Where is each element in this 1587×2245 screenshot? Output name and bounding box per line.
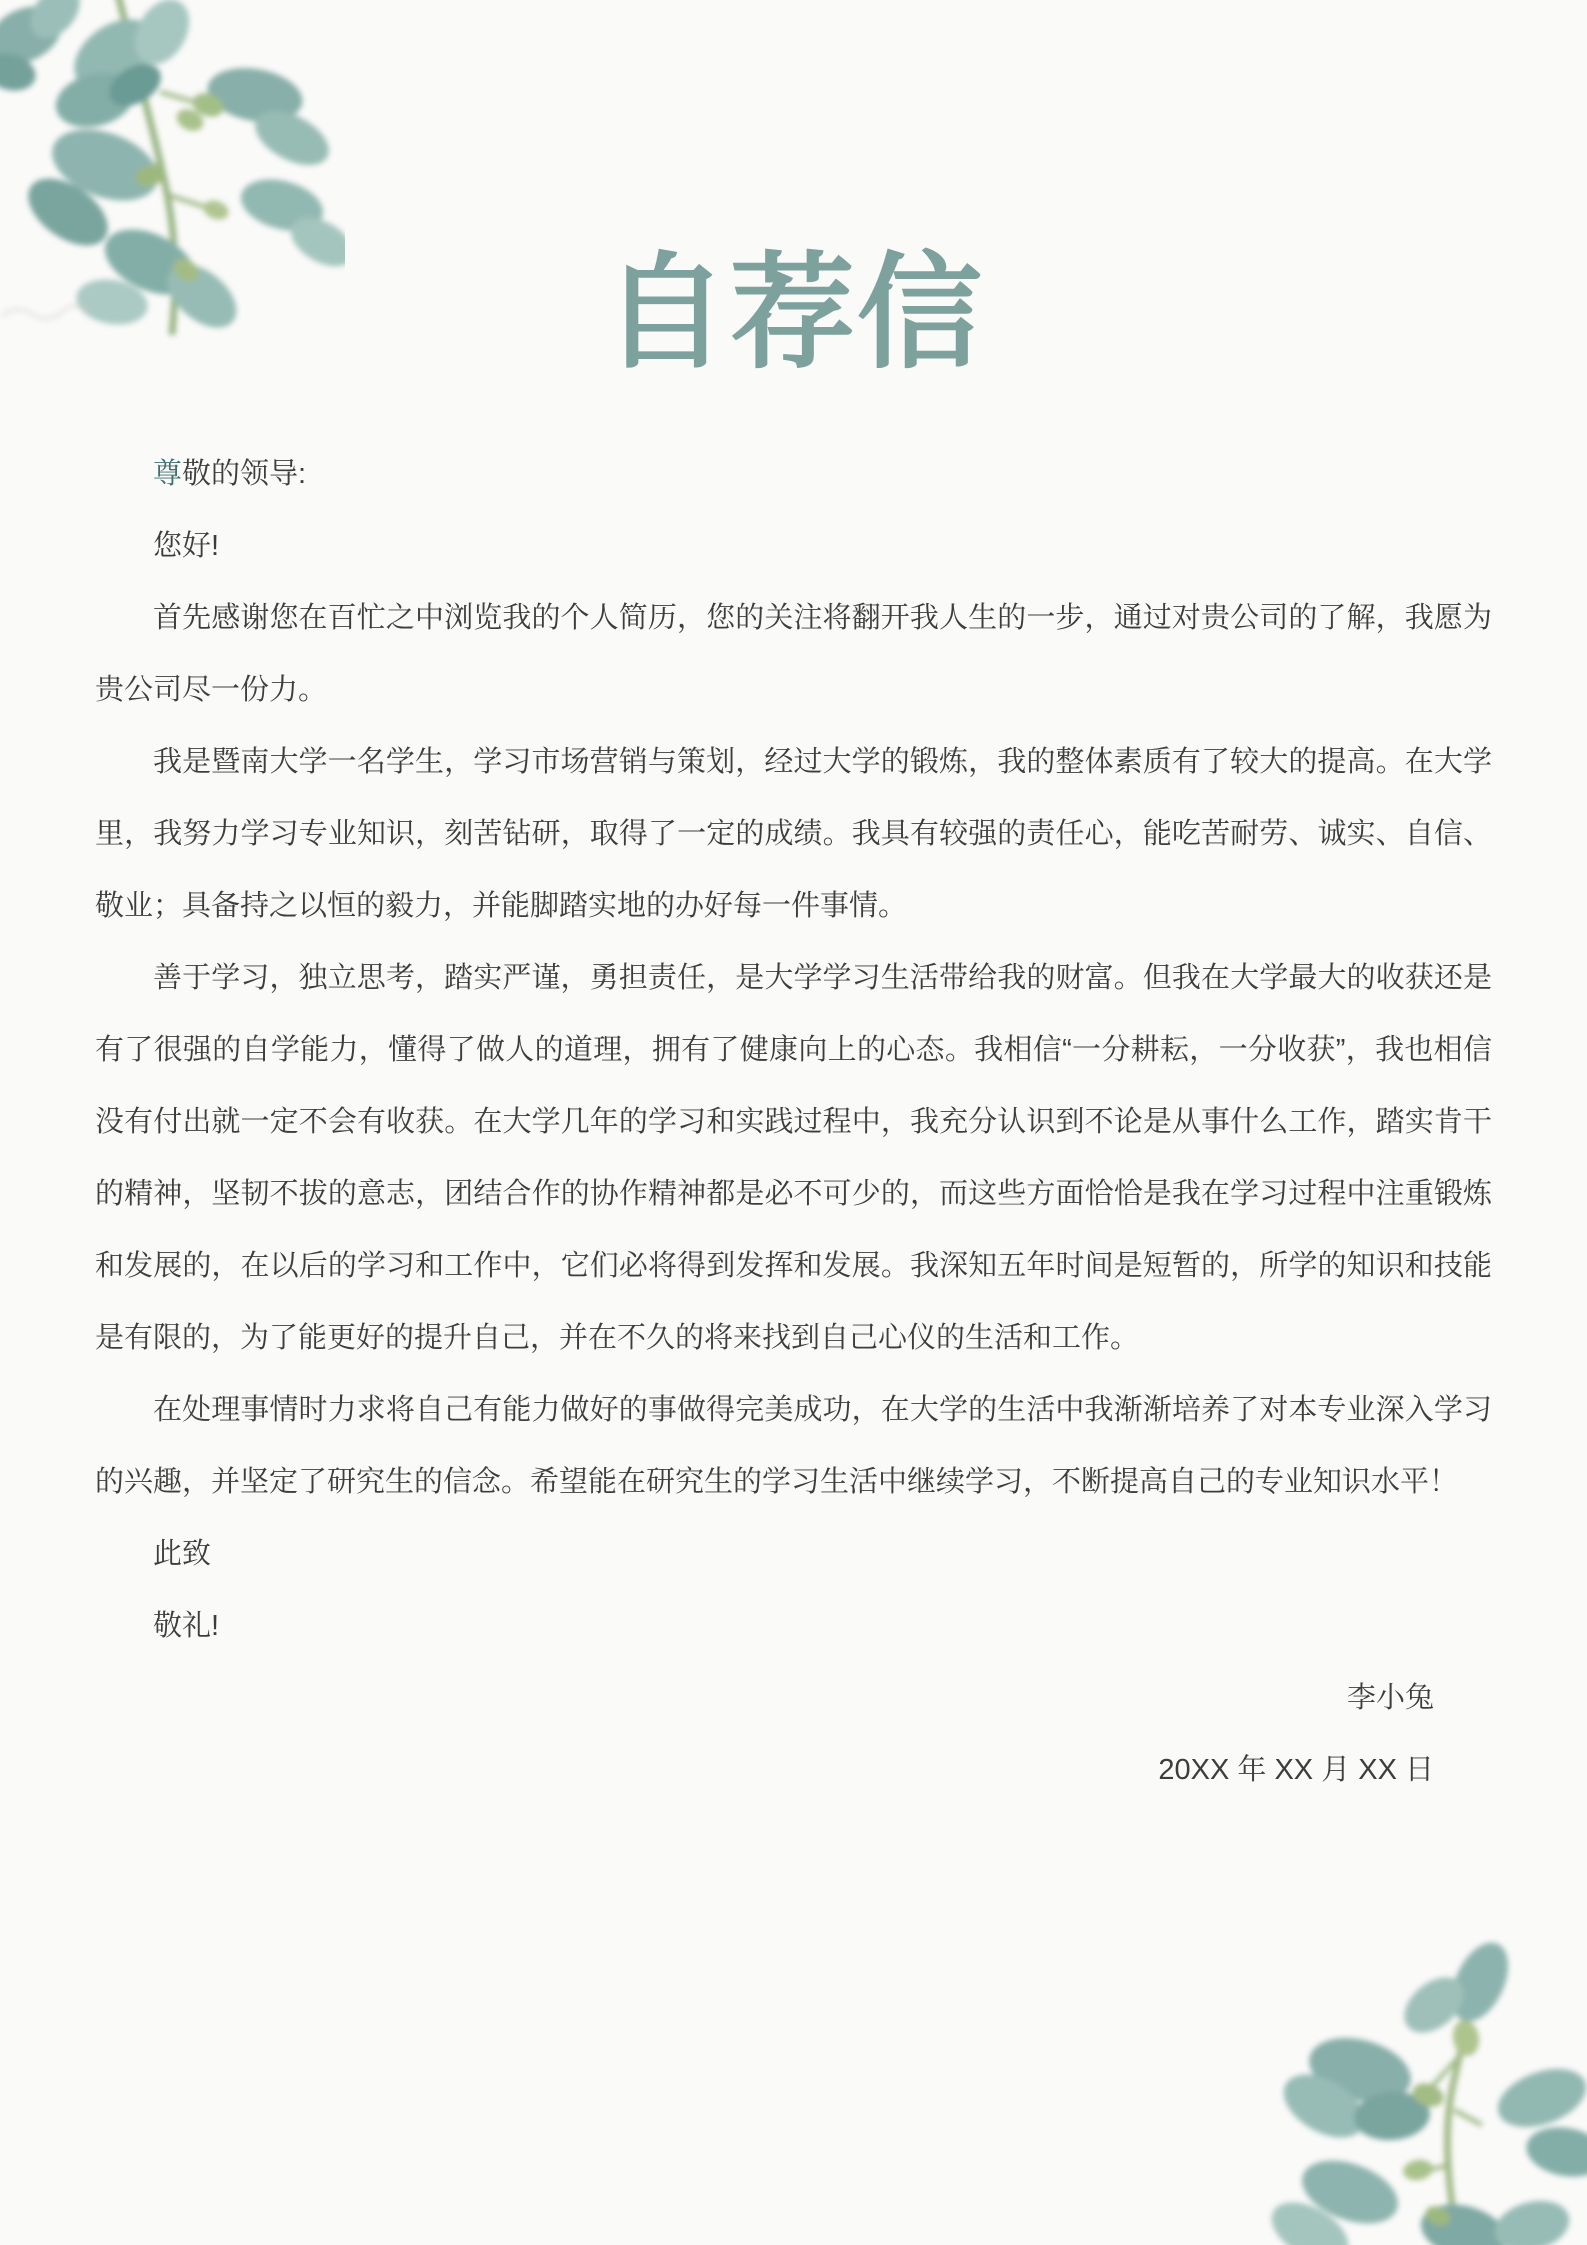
greeting-line: 您好! [153, 530, 220, 562]
signature-name: 李小兔 [1346, 1682, 1434, 1714]
letter-paragraph: 善于学习，独立思考，踏实严谨，勇担责任，是大学学习生活带给我的财富。但我在大学最大的收获还是有了很强的自学能力，懂得了做人的道理，拥有了健康向上的心态。我相信“一分耕耘，一分收获”，我也相信没有付出就一定不会有收获。在大学几年的学习和实践过程中，我充分认识到不论是从事什么工作，踏实肯干的精神，坚韧不拔的意志，团结合作的协作精神都是必不可少的，而这些方面恰恰是我在学习过程中注重锻炼和发展的，在以后的学习和工作中，它们必将得到发挥和发展。我深知五年时间是短暂的，所学的知识和技能是有限的，为了能更好的提升自己，并在不久的将来找到自己心仪的生活和工作。 [95, 962, 1492, 1354]
page-title: 自荐信 [603, 244, 984, 383]
letter-body [95, 438, 1492, 1806]
watercolor-leaves-bottom-right-decoration [1242, 1930, 1587, 2245]
salutation-rest: 敬的领导: [182, 458, 307, 490]
closing-salute-line: 敬礼! [153, 1610, 220, 1642]
signature-date: 20XX 年 XX 月 XX 日 [1158, 1754, 1434, 1786]
salutation-first-char: 尊 [153, 458, 183, 490]
closing-respect-line: 此致 [153, 1538, 212, 1570]
letter-paragraph: 首先感谢您在百忙之中浏览我的个人简历，您的关注将翻开我人生的一步，通过对贵公司的了解，我愿为贵公司尽一份力。 [95, 602, 1492, 706]
salutation-line [95, 438, 1492, 510]
letter-paragraph: 我是暨南大学一名学生，学习市场营销与策划，经过大学的锻炼，我的整体素质有了较大的提高。在大学里，我努力学习专业知识，刻苦钻研，取得了一定的成绩。我具有较强的责任心，能吃苦耐劳、诚实、自信、敬业；具备持之以恒的毅力，并能脚踏实地的办好每一件事情。 [95, 746, 1492, 922]
letter-paragraph: 在处理事情时力求将自己有能力做好的事做得完美成功，在大学的生活中我渐渐培养了对本专业深入学习的兴趣，并坚定了研究生的信念。希望能在研究生的学习生活中继续学习，不断提高自己的专业知识水平！ [95, 1394, 1492, 1498]
